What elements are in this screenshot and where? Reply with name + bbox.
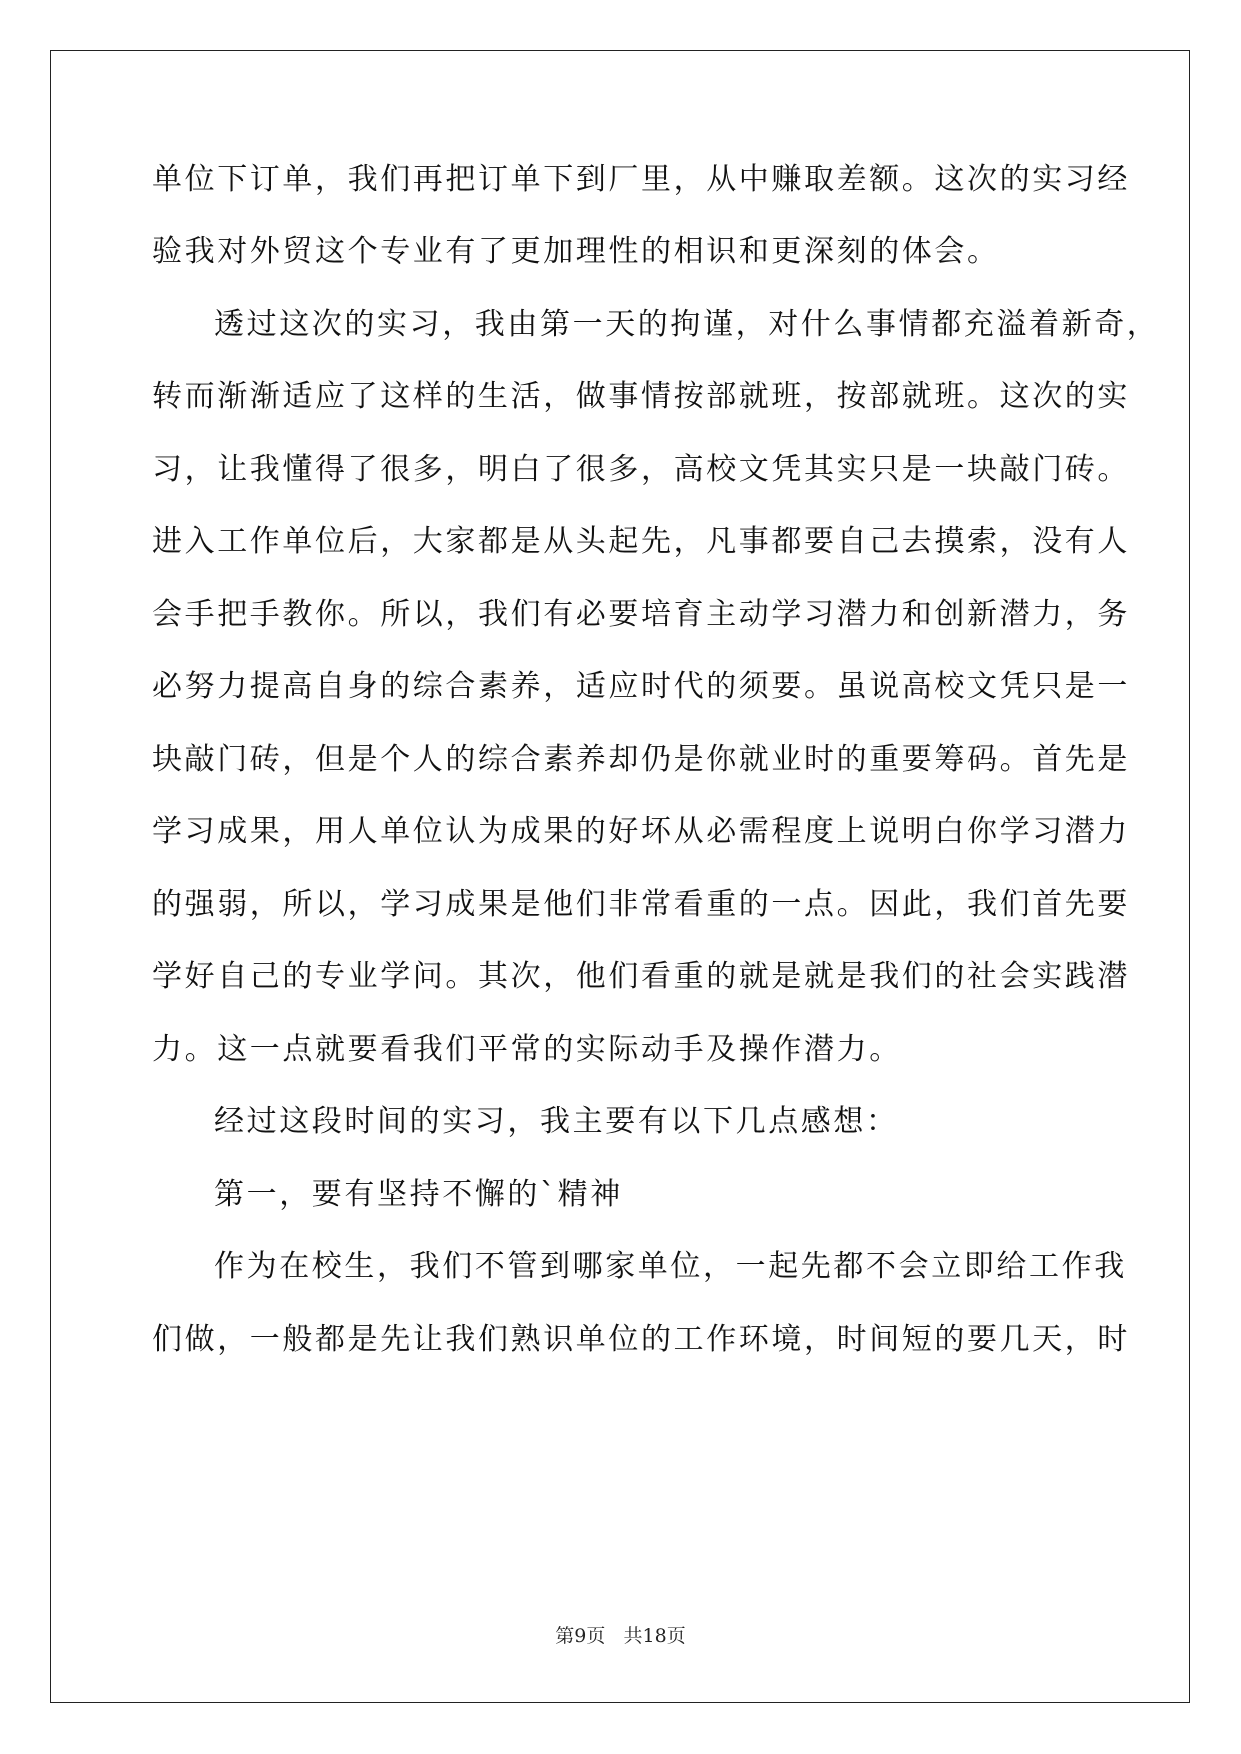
paragraph-line-3: 作为在校生，我们不管到哪家单位，一起先都不会立即给工作我 (214, 1249, 1127, 1284)
text-line-17: 们做，一般都是先让我们熟识单位的工作环境，时间短的要几天，时 (152, 1322, 1130, 1357)
footer-spacer (605, 1625, 623, 1647)
text-line-11: 的强弱，所以，学习成果是他们非常看重的一点。因此，我们首先要 (152, 887, 1130, 922)
paragraph-line-1: 透过这次的实习，我由第一天的拘谨，对什么事情都充溢着新奇， (214, 307, 1160, 342)
text-line-9: 块敲门砖，但是个人的综合素养却仍是你就业时的重要筹码。首先是 (152, 742, 1130, 777)
text-line-13: 力。这一点就要看我们平常的实际动手及操作潜力。 (152, 1032, 902, 1067)
text-line-12: 学好自己的专业学问。其次，他们看重的就是就是我们的社会实践潜 (152, 959, 1130, 994)
text-line-1: 单位下订单，我们再把订单下到厂里，从中赚取差额。这次的实习经 (152, 162, 1130, 197)
section-heading: 第一，要有坚持不懈的`精神 (214, 1177, 623, 1212)
text-line-8: 必努力提高自身的综合素养，适应时代的须要。虽说高校文凭只是一 (152, 669, 1130, 704)
page-label-suffix: 页 (586, 1625, 606, 1647)
paragraph-line-2: 经过这段时间的实习，我主要有以下几点感想： (214, 1104, 899, 1139)
text-line-6: 进入工作单位后，大家都是从头起先，凡事都要自己去摸索，没有人 (152, 524, 1130, 559)
page-border (50, 50, 1190, 1703)
text-line-5: 习，让我懂得了很多，明白了很多，高校文凭其实只是一块敲门砖。 (152, 452, 1130, 487)
page-footer (0, 1624, 1241, 1648)
text-line-10: 学习成果，用人单位认为成果的好坏从必需程度上说明白你学习潜力 (152, 814, 1130, 849)
text-line-2: 验我对外贸这个专业有了更加理性的相识和更深刻的体会。 (152, 234, 1000, 269)
text-line-4: 转而渐渐适应了这样的生活，做事情按部就班，按部就班。这次的实 (152, 379, 1130, 414)
total-pages: 18 (642, 1625, 667, 1647)
total-label-suffix: 页 (666, 1625, 686, 1647)
text-line-7: 会手把手教你。所以，我们有必要培育主动学习潜力和创新潜力，务 (152, 597, 1130, 632)
page-label-prefix: 第 (555, 1625, 575, 1647)
page-number: 9 (574, 1625, 587, 1647)
total-label-prefix: 共 (623, 1625, 643, 1647)
